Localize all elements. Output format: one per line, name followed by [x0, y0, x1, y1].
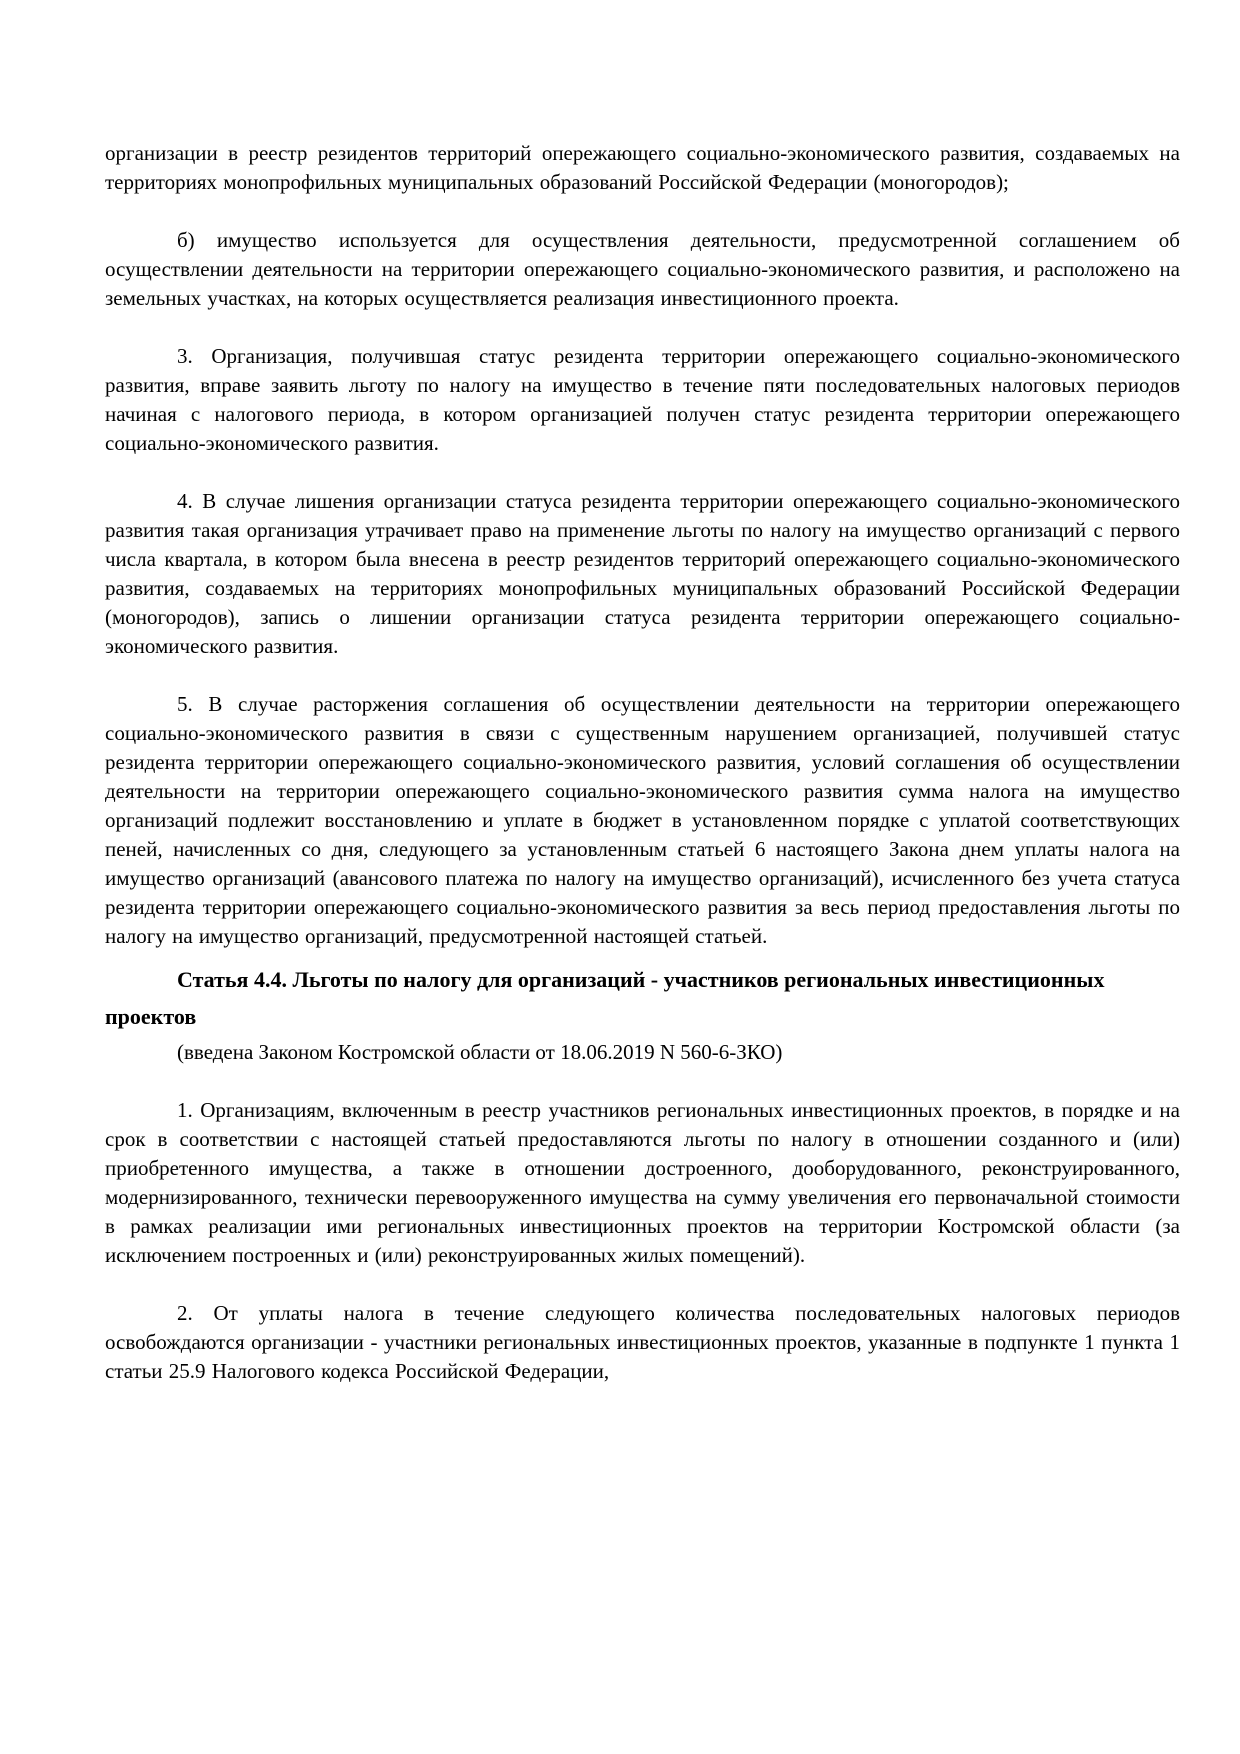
paragraph-item-4: 4. В случае лишения организации статуса резидента территории опережающего социально-экономического развития такая организация утрачивает право на применение льготы по налогу на имущество организаций с первого числа квартала, в котором была внесена в реестр резидентов территорий опережающего социально-экономического развития, создаваемых на территориях монопрофильных муниципальных образований Российской Федерации (моногородов), запись о лишении организации статуса резидента территории опережающего социально-экономического развития. [105, 489, 1180, 658]
paragraph-item-1: 1. Организациям, включенным в реестр участников региональных инвестиционных проектов, в порядке и на срок в соответствии с настоящей статьей предоставляются льготы по налогу в отношении созданного и (или) приобретенного имущества, а также в отношении достроенного, дооборудованного, реконструированного, модернизированного, технически перевооруженного имущества на сумму увеличения его первоначальной стоимости в рамках реализации ими региональных инвестиционных проектов на территории Костромской области (за исключением построенных и (или) реконструированных жилых помещений). [105, 1098, 1180, 1267]
paragraph-continuation: организации в реестр резидентов территорий опережающего социально-экономического развития, создаваемых на территориях монопрофильных муниципальных образований Российской Федерации (моногородов); [105, 141, 1180, 194]
paragraph-item-2: 2. От уплаты налога в течение следующего количества последовательных налоговых периодов освобождаются организации - участники региональных инвестиционных проектов, указанные в подпункте 1 пункта 1 статьи 25.9 Налогового кодекса Российской Федерации, [105, 1301, 1180, 1383]
paragraph-item-5: 5. В случае расторжения соглашения об осуществлении деятельности на территории опережающего социально-экономического развития в связи с существенным нарушением организацией, получившей статус резидента территории опережающего социально-экономического развития, условий соглашения об осуществлении деятельности на территории опережающего социально-экономического развития сумма налога на имущество организаций подлежит восстановлению и уплате в бюджет в установленном порядке с уплатой соответствующих пеней, начисленных со дня, следующего за установленным статьей 6 настоящего Закона днем уплаты налога на имущество организаций (авансового платежа по налогу на имущество организаций), исчисленного без учета статуса резидента территории опережающего социально-экономического развития за весь период предоставления льготы по налогу на имущество организаций, предусмотренной настоящей статьей. [105, 692, 1180, 948]
article-heading-note: (введена Законом Костромской области от 18.06.2019 N 560-6-ЗКО) [177, 1040, 783, 1064]
paragraph-subitem-b: б) имущество используется для осуществления деятельности, предусмотренной соглашением об осуществлении деятельности на территории опережающего социально-экономического развития, и расположено на земельных участках, на которых осуществляется реализация инвестиционного проекта. [105, 228, 1180, 310]
paragraph-item-3: 3. Организация, получившая статус резидента территории опережающего социально-экономического развития, вправе заявить льготу по налогу на имущество в течение пяти последовательных налоговых периодов начиная с налогового периода, в котором организацией получен статус резидента территории опережающего социально-экономического развития. [105, 344, 1180, 455]
article-heading: Статья 4.4. Льготы по налогу для организаций - участников региональных инвестиционных проектов [105, 967, 1105, 1029]
